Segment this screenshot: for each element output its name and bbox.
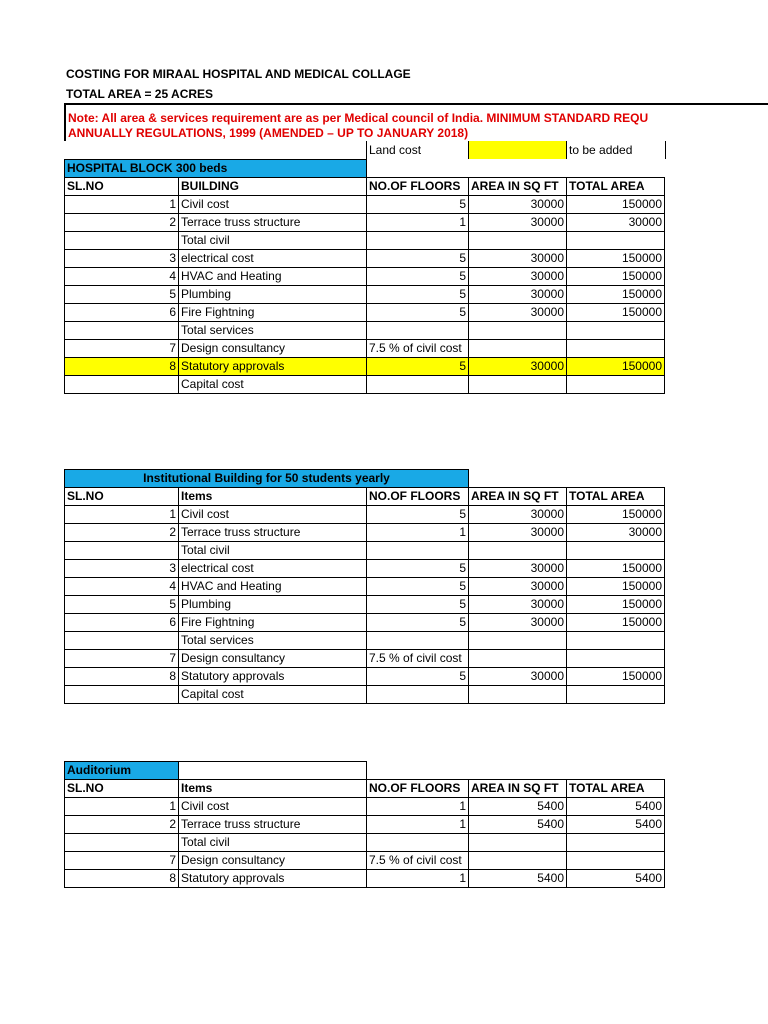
item-cell[interactable]: Statutory approvals: [179, 668, 367, 686]
table-row: [65, 632, 665, 650]
sheet-title: COSTING FOR MIRAAL HOSPITAL AND MEDICAL COLLAGE: [66, 67, 411, 81]
floors-cell[interactable]: 1: [367, 870, 469, 888]
floors-cell[interactable]: [367, 834, 469, 852]
floors-cell[interactable]: [367, 376, 469, 394]
total-cell[interactable]: 5400: [567, 870, 665, 888]
regulation-note: [64, 103, 768, 141]
sl-cell[interactable]: 2: [65, 816, 179, 834]
sl-cell[interactable]: 8: [65, 668, 179, 686]
table-row: [65, 232, 665, 250]
sl-cell[interactable]: [65, 232, 179, 250]
total-cell[interactable]: [567, 376, 665, 394]
table-header-row: [65, 780, 665, 798]
floors-cell[interactable]: 7.5 % of civil cost: [367, 852, 469, 870]
col-area: AREA IN SQ FT: [469, 178, 567, 196]
floors-cell[interactable]: [367, 686, 469, 704]
floors-cell[interactable]: 5: [367, 268, 469, 286]
note-line-1: Note: All area & services requirement are as per Medical council of India. MINIMUM STANDARD REQU: [68, 111, 649, 125]
total-cell[interactable]: [567, 834, 665, 852]
item-cell[interactable]: Civil cost: [179, 506, 367, 524]
floors-cell[interactable]: [367, 322, 469, 340]
table-row: [65, 650, 665, 668]
sl-cell[interactable]: 2: [65, 214, 179, 232]
table-row: [65, 834, 665, 852]
table-row: [65, 322, 665, 340]
item-cell[interactable]: Total civil: [179, 542, 367, 560]
item-cell[interactable]: Statutory approvals: [179, 358, 367, 376]
total-cell[interactable]: 150000: [567, 578, 665, 596]
sl-cell[interactable]: 3: [65, 560, 179, 578]
item-cell[interactable]: Terrace truss structure: [179, 816, 367, 834]
item-cell[interactable]: Civil cost: [179, 798, 367, 816]
auditorium-table: [64, 761, 665, 888]
item-cell[interactable]: Total civil: [179, 232, 367, 250]
item-cell[interactable]: Plumbing: [179, 596, 367, 614]
area-cell[interactable]: 5400: [469, 798, 567, 816]
item-cell[interactable]: Design consultancy: [179, 852, 367, 870]
total-cell[interactable]: [567, 340, 665, 358]
total-cell[interactable]: 150000: [567, 668, 665, 686]
total-cell[interactable]: [567, 542, 665, 560]
sl-cell[interactable]: 6: [65, 614, 179, 632]
table-row: [65, 286, 665, 304]
area-cell[interactable]: 30000: [469, 596, 567, 614]
table-row: [65, 560, 665, 578]
floors-cell[interactable]: 5: [367, 286, 469, 304]
col-slno: SL.NO: [65, 780, 179, 798]
note-line-2: ANNUALLY REGULATIONS, 1999 (AMENDED – UP TO JANUARY 2018): [68, 126, 469, 140]
item-cell[interactable]: HVAC and Heating: [179, 268, 367, 286]
sl-cell[interactable]: 1: [65, 506, 179, 524]
institutional-building-table: [64, 469, 665, 704]
item-cell[interactable]: Terrace truss structure: [179, 524, 367, 542]
total-cell[interactable]: [567, 232, 665, 250]
table-row: [65, 250, 665, 268]
col-building: BUILDING: [179, 178, 367, 196]
col-floors: NO.OF FLOORS: [367, 780, 469, 798]
floors-cell[interactable]: 5: [367, 196, 469, 214]
sl-cell[interactable]: 6: [65, 304, 179, 322]
area-cell[interactable]: 30000: [469, 358, 567, 376]
item-cell[interactable]: HVAC and Heating: [179, 578, 367, 596]
floors-cell[interactable]: 7.5 % of civil cost: [367, 650, 469, 668]
total-cell[interactable]: [567, 322, 665, 340]
total-cell[interactable]: 5400: [567, 816, 665, 834]
col-total: TOTAL AREA: [567, 488, 665, 506]
table-row: [65, 524, 665, 542]
total-cell[interactable]: 150000: [567, 286, 665, 304]
floors-cell[interactable]: 5: [367, 250, 469, 268]
floors-cell[interactable]: [367, 232, 469, 250]
area-cell[interactable]: 30000: [469, 214, 567, 232]
total-cell[interactable]: 150000: [567, 560, 665, 578]
sl-cell[interactable]: [65, 834, 179, 852]
floors-cell[interactable]: 5: [367, 560, 469, 578]
table-row: [65, 376, 665, 394]
sl-cell[interactable]: 4: [65, 268, 179, 286]
sl-cell[interactable]: [65, 376, 179, 394]
area-cell[interactable]: 30000: [469, 668, 567, 686]
area-cell[interactable]: [469, 650, 567, 668]
area-cell[interactable]: [469, 340, 567, 358]
sl-cell[interactable]: 5: [65, 596, 179, 614]
sl-cell[interactable]: 7: [65, 650, 179, 668]
area-cell[interactable]: [469, 376, 567, 394]
table-row: [65, 340, 665, 358]
item-cell[interactable]: Design consultancy: [179, 340, 367, 358]
item-cell[interactable]: Total civil: [179, 834, 367, 852]
area-cell[interactable]: 5400: [469, 870, 567, 888]
item-cell[interactable]: Fire Fightning: [179, 304, 367, 322]
item-cell[interactable]: electrical cost: [179, 250, 367, 268]
total-cell[interactable]: 30000: [567, 524, 665, 542]
area-cell[interactable]: [469, 834, 567, 852]
sl-cell[interactable]: [65, 322, 179, 340]
auditorium-title: Auditorium: [65, 762, 179, 780]
sl-cell[interactable]: 4: [65, 578, 179, 596]
table-row: [65, 686, 665, 704]
total-cell[interactable]: 150000: [567, 304, 665, 322]
land-cost-label: Land cost: [366, 141, 468, 159]
floors-cell[interactable]: [367, 542, 469, 560]
item-cell[interactable]: Total services: [179, 322, 367, 340]
table-row: [65, 614, 665, 632]
item-cell[interactable]: Capital cost: [179, 686, 367, 704]
table-row: [65, 196, 665, 214]
land-cost-row: [64, 141, 768, 159]
item-cell[interactable]: Total services: [179, 632, 367, 650]
col-area: AREA IN SQ FT: [469, 488, 567, 506]
col-total: TOTAL AREA: [567, 178, 665, 196]
table-row: [65, 214, 665, 232]
total-cell[interactable]: [567, 650, 665, 668]
area-cell[interactable]: 30000: [469, 268, 567, 286]
table-row: [65, 596, 665, 614]
item-cell[interactable]: electrical cost: [179, 560, 367, 578]
sl-cell[interactable]: 3: [65, 250, 179, 268]
floors-cell[interactable]: 5: [367, 596, 469, 614]
hospital-block-table: [64, 159, 665, 394]
sl-cell[interactable]: 7: [65, 852, 179, 870]
floors-cell[interactable]: 1: [367, 214, 469, 232]
land-cost-value[interactable]: [468, 141, 566, 159]
total-cell[interactable]: 150000: [567, 196, 665, 214]
item-cell[interactable]: Plumbing: [179, 286, 367, 304]
floors-cell[interactable]: 1: [367, 816, 469, 834]
table-row: [65, 304, 665, 322]
table-row: [65, 668, 665, 686]
floors-cell[interactable]: 5: [367, 358, 469, 376]
sl-cell[interactable]: 7: [65, 340, 179, 358]
land-cost-note: to be added: [566, 141, 666, 159]
total-area-label: TOTAL AREA = 25 ACRES: [66, 87, 214, 101]
table-row: [65, 578, 665, 596]
table-row: [65, 542, 665, 560]
total-cell[interactable]: [567, 852, 665, 870]
area-cell[interactable]: 30000: [469, 578, 567, 596]
total-cell[interactable]: [567, 632, 665, 650]
sl-cell[interactable]: [65, 686, 179, 704]
col-floors: NO.OF FLOORS: [367, 488, 469, 506]
item-cell[interactable]: Design consultancy: [179, 650, 367, 668]
sl-cell[interactable]: 1: [65, 798, 179, 816]
sl-cell[interactable]: [65, 632, 179, 650]
col-floors: NO.OF FLOORS: [367, 178, 469, 196]
table-row: [65, 358, 665, 376]
floors-cell[interactable]: 5: [367, 668, 469, 686]
total-cell[interactable]: 150000: [567, 506, 665, 524]
sl-cell[interactable]: 5: [65, 286, 179, 304]
area-cell[interactable]: 30000: [469, 196, 567, 214]
area-cell[interactable]: [469, 322, 567, 340]
item-cell[interactable]: Civil cost: [179, 196, 367, 214]
area-cell[interactable]: 30000: [469, 506, 567, 524]
col-slno: SL.NO: [65, 488, 179, 506]
floors-cell[interactable]: 5: [367, 614, 469, 632]
table-row: [65, 852, 665, 870]
total-cell[interactable]: 30000: [567, 214, 665, 232]
total-cell[interactable]: [567, 686, 665, 704]
col-items: Items: [179, 488, 367, 506]
col-total: TOTAL AREA: [567, 780, 665, 798]
total-cell[interactable]: 5400: [567, 798, 665, 816]
area-cell[interactable]: 30000: [469, 304, 567, 322]
col-slno: SL.NO: [65, 178, 179, 196]
institutional-title: Institutional Building for 50 students yearly: [65, 470, 469, 488]
col-area: AREA IN SQ FT: [469, 780, 567, 798]
area-cell[interactable]: 30000: [469, 286, 567, 304]
hospital-block-title: HOSPITAL BLOCK 300 beds: [65, 160, 367, 178]
item-cell[interactable]: Terrace truss structure: [179, 214, 367, 232]
floors-cell[interactable]: [367, 632, 469, 650]
sl-cell[interactable]: 1: [65, 196, 179, 214]
col-items: Items: [179, 780, 367, 798]
total-cell[interactable]: 150000: [567, 358, 665, 376]
area-cell[interactable]: [469, 632, 567, 650]
area-cell[interactable]: 30000: [469, 250, 567, 268]
area-cell[interactable]: [469, 852, 567, 870]
item-cell[interactable]: Statutory approvals: [179, 870, 367, 888]
table-header-row: [65, 178, 665, 196]
area-cell[interactable]: 30000: [469, 614, 567, 632]
area-cell[interactable]: 5400: [469, 816, 567, 834]
total-cell[interactable]: 150000: [567, 596, 665, 614]
area-cell[interactable]: 30000: [469, 524, 567, 542]
area-cell[interactable]: 30000: [469, 560, 567, 578]
floors-cell[interactable]: 7.5 % of civil cost: [367, 340, 469, 358]
total-cell[interactable]: 150000: [567, 250, 665, 268]
floors-cell[interactable]: 1: [367, 524, 469, 542]
sl-cell[interactable]: 8: [65, 358, 179, 376]
table-row: [65, 816, 665, 834]
table-row: [65, 798, 665, 816]
floors-cell[interactable]: 1: [367, 798, 469, 816]
area-cell[interactable]: [469, 232, 567, 250]
sl-cell[interactable]: [65, 542, 179, 560]
item-cell[interactable]: Fire Fightning: [179, 614, 367, 632]
floors-cell[interactable]: 5: [367, 578, 469, 596]
floors-cell[interactable]: 5: [367, 304, 469, 322]
floors-cell[interactable]: 5: [367, 506, 469, 524]
table-header-row: [65, 488, 665, 506]
table-row: [65, 506, 665, 524]
total-cell[interactable]: 150000: [567, 614, 665, 632]
table-row: [65, 268, 665, 286]
table-row: [65, 870, 665, 888]
sl-cell[interactable]: 8: [65, 870, 179, 888]
sl-cell[interactable]: 2: [65, 524, 179, 542]
total-cell[interactable]: 150000: [567, 268, 665, 286]
area-cell[interactable]: [469, 686, 567, 704]
item-cell[interactable]: Capital cost: [179, 376, 367, 394]
area-cell[interactable]: [469, 542, 567, 560]
